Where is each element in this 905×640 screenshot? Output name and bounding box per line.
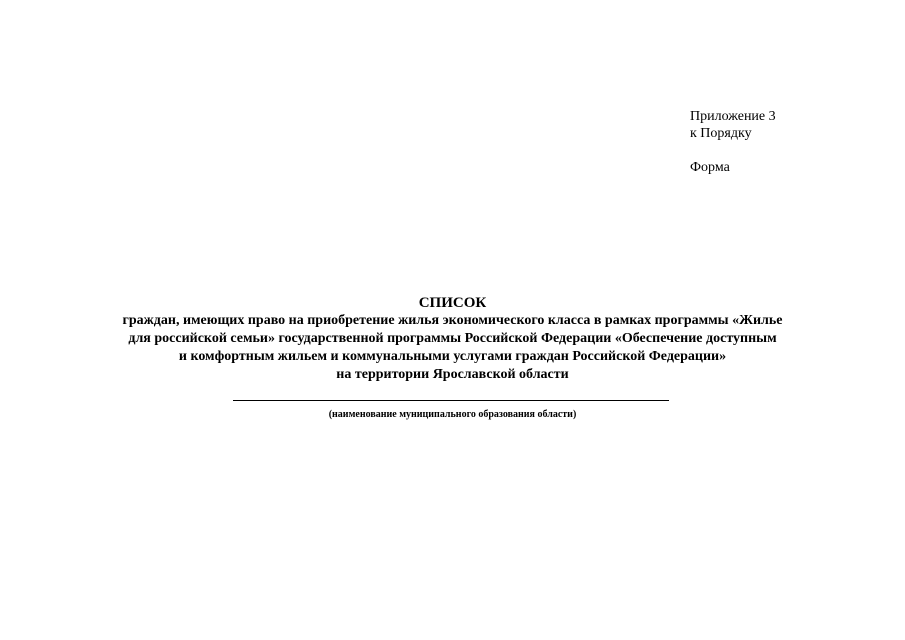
annex-number: Приложение 3 xyxy=(690,109,776,124)
subtitle-line-3: и комфортным жильем и коммунальными услугами граждан Российской Федерации» xyxy=(178,349,727,364)
annex-reference: к Порядку xyxy=(690,126,752,141)
annex-block xyxy=(690,108,776,176)
subtitle-line-2: для российской семьи» государственной программы Российской Федерации «Обеспечение доступным xyxy=(128,331,777,346)
municipality-fill-line xyxy=(233,400,669,401)
form-label: Форма xyxy=(690,160,730,175)
document-heading xyxy=(0,294,905,384)
subtitle-line-4: на территории Ярославской области xyxy=(336,367,569,382)
subtitle-line-1: граждан, имеющих право на приобретение жилья экономического класса в рамках программы «Жилье xyxy=(122,313,783,328)
municipality-caption: (наименование муниципального образования области) xyxy=(328,409,577,420)
document-title: СПИСОК xyxy=(418,295,487,311)
